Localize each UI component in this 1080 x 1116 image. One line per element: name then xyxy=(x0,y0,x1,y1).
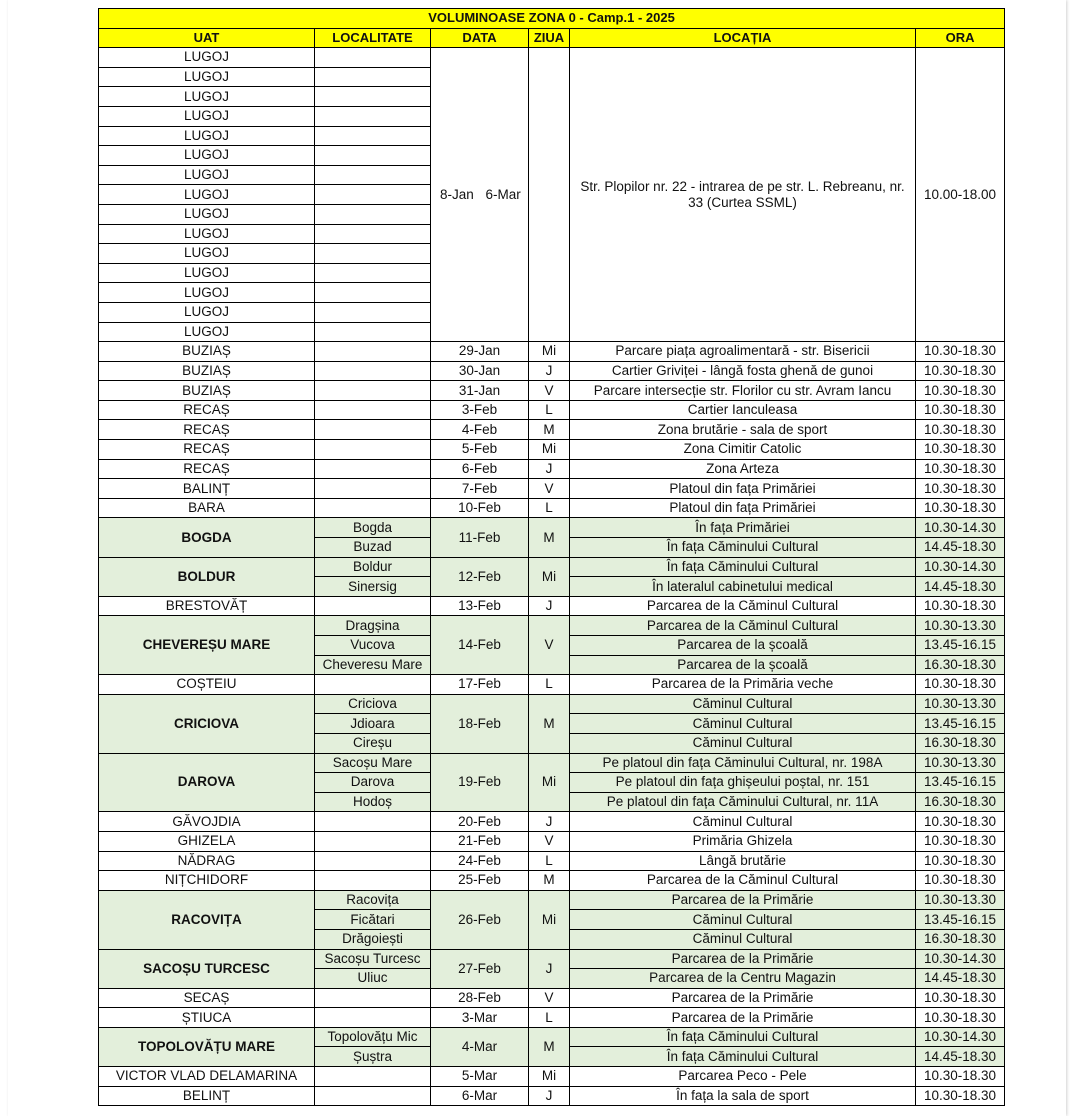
day-cell: Mi xyxy=(529,342,570,362)
location-cell: Parcare piața agroalimentară - str. Bisericii xyxy=(570,342,916,362)
uat-cell: BARA xyxy=(99,498,315,518)
locality-cell xyxy=(315,244,431,264)
hours-cell: 10.30-18.30 xyxy=(916,361,1005,381)
table-row xyxy=(99,342,1005,362)
day-cell xyxy=(529,48,570,342)
uat-cell: GHIZELA xyxy=(99,831,315,851)
hours-cell: 13.45-16.15 xyxy=(916,910,1005,930)
date-cell: 6-Mar xyxy=(431,1086,529,1106)
uat-cell: LUGOJ xyxy=(99,146,315,166)
locality-cell xyxy=(315,204,431,224)
locality-cell xyxy=(315,146,431,166)
day-cell: M xyxy=(529,518,570,557)
uat-cell: GĂVOJDIA xyxy=(99,812,315,832)
hours-cell: 10.00-18.00 xyxy=(916,48,1005,342)
locality-cell: Sinersig xyxy=(315,577,431,597)
hours-cell: 10.30-18.30 xyxy=(916,1067,1005,1087)
locality-cell xyxy=(315,126,431,146)
table-row xyxy=(99,1008,1005,1028)
hours-cell: 13.45-16.15 xyxy=(916,714,1005,734)
day-cell: L xyxy=(529,400,570,420)
hours-cell: 10.30-14.30 xyxy=(916,518,1005,538)
hours-cell: 10.30-18.30 xyxy=(916,1008,1005,1028)
locality-cell xyxy=(315,67,431,87)
hours-cell: 10.30-18.30 xyxy=(916,596,1005,616)
day-cell: J xyxy=(529,361,570,381)
locality-cell: Uliuc xyxy=(315,969,431,989)
locality-cell: Hodoș xyxy=(315,792,431,812)
locality-cell xyxy=(315,459,431,479)
location-cell: Parcarea de la școală xyxy=(570,655,916,675)
hours-cell: 10.30-18.30 xyxy=(916,831,1005,851)
location-cell: Parcarea de la Căminul Cultural xyxy=(570,596,916,616)
header-uat: UAT xyxy=(99,28,315,48)
locality-cell: Darova xyxy=(315,773,431,793)
uat-cell: LUGOJ xyxy=(99,126,315,146)
table-row xyxy=(99,498,1005,518)
table-row xyxy=(99,1086,1005,1106)
date-cell: 13-Feb xyxy=(431,596,529,616)
hours-cell: 16.30-18.30 xyxy=(916,733,1005,753)
date-cell: 30-Jan xyxy=(431,361,529,381)
uat-cell: LUGOJ xyxy=(99,283,315,303)
locality-cell: Cireșu xyxy=(315,733,431,753)
day-cell: M xyxy=(529,871,570,891)
hours-cell: 10.30-18.30 xyxy=(916,498,1005,518)
locality-cell: Sacoșu Mare xyxy=(315,753,431,773)
hours-cell: 13.45-16.15 xyxy=(916,636,1005,656)
hours-cell: 14.45-18.30 xyxy=(916,1047,1005,1067)
uat-cell: SACOȘU TURCESC xyxy=(99,949,315,988)
table-row xyxy=(99,596,1005,616)
location-cell: Parcare intersecție str. Florilor cu str. Avram Iancu xyxy=(570,381,916,401)
day-cell: L xyxy=(529,498,570,518)
location-cell: Pe platoul din fața ghișeului poștal, nr. 151 xyxy=(570,773,916,793)
uat-cell: LUGOJ xyxy=(99,224,315,244)
location-cell: Parcarea de la Căminul Cultural xyxy=(570,616,916,636)
uat-cell: BOLDUR xyxy=(99,557,315,596)
table-row xyxy=(99,459,1005,479)
hours-cell: 10.30-14.30 xyxy=(916,949,1005,969)
locality-cell xyxy=(315,812,431,832)
locality-cell xyxy=(315,302,431,322)
date-cell: 18-Feb xyxy=(431,694,529,753)
location-cell: Parcarea de la Primărie xyxy=(570,1008,916,1028)
locality-cell xyxy=(315,48,431,68)
location-cell: În fața la sala de sport xyxy=(570,1086,916,1106)
date-cell: 4-Mar xyxy=(431,1027,529,1066)
hours-cell: 10.30-18.30 xyxy=(916,851,1005,871)
uat-cell: BRESTOVĂȚ xyxy=(99,596,315,616)
hours-cell: 10.30-18.30 xyxy=(916,1086,1005,1106)
locality-cell xyxy=(315,596,431,616)
uat-cell: BUZIAȘ xyxy=(99,342,315,362)
locality-cell xyxy=(315,283,431,303)
table-row xyxy=(99,400,1005,420)
uat-cell: TOPOLOVĂȚU MARE xyxy=(99,1027,315,1066)
hours-cell: 10.30-18.30 xyxy=(916,988,1005,1008)
location-cell: Parcarea de la Primărie xyxy=(570,949,916,969)
table-row xyxy=(99,361,1005,381)
location-cell: Căminul Cultural xyxy=(570,910,916,930)
hours-cell: 10.30-13.30 xyxy=(916,616,1005,636)
locality-cell: Boldur xyxy=(315,557,431,577)
day-cell: V xyxy=(529,616,570,675)
uat-cell: BUZIAȘ xyxy=(99,361,315,381)
date-cell: 25-Feb xyxy=(431,871,529,891)
date-cell: 3-Feb xyxy=(431,400,529,420)
locality-cell: Ficătari xyxy=(315,910,431,930)
locality-cell xyxy=(315,400,431,420)
location-cell: În lateralul cabinetului medical xyxy=(570,577,916,597)
day-cell: Mi xyxy=(529,1067,570,1087)
uat-cell: LUGOJ xyxy=(99,106,315,126)
date-cell: 5-Feb xyxy=(431,440,529,460)
locality-cell: Șuștra xyxy=(315,1047,431,1067)
hours-cell: 10.30-18.30 xyxy=(916,440,1005,460)
uat-cell: BUZIAȘ xyxy=(99,381,315,401)
day-cell: J xyxy=(529,949,570,988)
location-cell: Căminul Cultural xyxy=(570,733,916,753)
hours-cell: 16.30-18.30 xyxy=(916,655,1005,675)
date-cell: 31-Jan xyxy=(431,381,529,401)
date-cell: 5-Mar xyxy=(431,1067,529,1087)
locality-cell xyxy=(315,106,431,126)
locality-cell: Jdioara xyxy=(315,714,431,734)
location-cell: În fața Primăriei xyxy=(570,518,916,538)
locality-cell xyxy=(315,185,431,205)
date-cell: 4-Feb xyxy=(431,420,529,440)
location-cell: Pe platoul din fața Căminului Cultural, nr. 198A xyxy=(570,753,916,773)
table-row xyxy=(99,890,1005,910)
day-cell: Mi xyxy=(529,753,570,812)
date-cell: 20-Feb xyxy=(431,812,529,832)
table-row xyxy=(99,1027,1005,1047)
uat-cell: NIȚCHIDORF xyxy=(99,871,315,891)
table-row xyxy=(99,440,1005,460)
uat-cell: DAROVA xyxy=(99,753,315,812)
hours-cell: 10.30-14.30 xyxy=(916,557,1005,577)
day-cell: J xyxy=(529,1086,570,1106)
uat-cell: RECAȘ xyxy=(99,440,315,460)
uat-cell: NĂDRAG xyxy=(99,851,315,871)
date-cell: 11-Feb xyxy=(431,518,529,557)
day-cell: V xyxy=(529,381,570,401)
locality-cell xyxy=(315,224,431,244)
date-cell: 27-Feb xyxy=(431,949,529,988)
uat-cell: LUGOJ xyxy=(99,185,315,205)
day-cell: Mi xyxy=(529,557,570,596)
uat-cell: CRICIOVA xyxy=(99,694,315,753)
locality-cell xyxy=(315,1086,431,1106)
uat-cell: LUGOJ xyxy=(99,87,315,107)
locality-cell xyxy=(315,871,431,891)
uat-cell: SECAȘ xyxy=(99,988,315,1008)
locality-cell xyxy=(315,165,431,185)
locality-cell: Criciova xyxy=(315,694,431,714)
table-row xyxy=(99,381,1005,401)
day-cell: M xyxy=(529,694,570,753)
date-cell: 28-Feb xyxy=(431,988,529,1008)
day-cell: L xyxy=(529,675,570,695)
header-row xyxy=(99,28,1005,48)
table-row xyxy=(99,1067,1005,1087)
location-cell: Platoul din fața Primăriei xyxy=(570,498,916,518)
locality-cell xyxy=(315,675,431,695)
date-cell: 26-Feb xyxy=(431,890,529,949)
locality-cell xyxy=(315,831,431,851)
location-cell: Căminul Cultural xyxy=(570,929,916,949)
location-cell: În fața Căminului Cultural xyxy=(570,1047,916,1067)
day-cell: V xyxy=(529,479,570,499)
hours-cell: 14.45-18.30 xyxy=(916,538,1005,558)
hours-cell: 10.30-13.30 xyxy=(916,694,1005,714)
table-row xyxy=(99,616,1005,636)
day-cell: J xyxy=(529,596,570,616)
table-row xyxy=(99,812,1005,832)
uat-cell: RECAȘ xyxy=(99,400,315,420)
locality-cell xyxy=(315,1067,431,1087)
day-cell: J xyxy=(529,459,570,479)
location-cell: Str. Plopilor nr. 22 - intrarea de pe str. L. Rebreanu, nr. 33 (Curtea SSML) xyxy=(570,48,916,342)
uat-cell: LUGOJ xyxy=(99,204,315,224)
locality-cell xyxy=(315,342,431,362)
location-cell: Pe platoul din fața Căminului Cultural, nr. 11A xyxy=(570,792,916,812)
locality-cell: Racovița xyxy=(315,890,431,910)
date-cell: 10-Feb xyxy=(431,498,529,518)
day-cell: M xyxy=(529,420,570,440)
uat-cell: LUGOJ xyxy=(99,244,315,264)
locality-cell xyxy=(315,263,431,283)
locality-cell: Dragșina xyxy=(315,616,431,636)
header-locatia: LOCAȚIA xyxy=(570,28,916,48)
uat-cell: BALINȚ xyxy=(99,479,315,499)
hours-cell: 10.30-18.30 xyxy=(916,479,1005,499)
hours-cell: 10.30-18.30 xyxy=(916,381,1005,401)
locality-cell xyxy=(315,420,431,440)
locality-cell: Topolovățu Mic xyxy=(315,1027,431,1047)
locality-cell xyxy=(315,851,431,871)
hours-cell: 10.30-18.30 xyxy=(916,812,1005,832)
day-cell: L xyxy=(529,1008,570,1028)
header-ora: ORA xyxy=(916,28,1005,48)
location-cell: Cartier Griviței - lângă fosta ghenă de gunoi xyxy=(570,361,916,381)
table-row xyxy=(99,557,1005,577)
header-data: DATA xyxy=(431,28,529,48)
location-cell: Platoul din fața Primăriei xyxy=(570,479,916,499)
location-cell: Căminul Cultural xyxy=(570,714,916,734)
locality-cell: Drăgoiești xyxy=(315,929,431,949)
date-end-cell: 6-Mar xyxy=(483,48,529,342)
locality-cell: Vucova xyxy=(315,636,431,656)
schedule-table xyxy=(98,8,1005,1106)
locality-cell xyxy=(315,322,431,342)
uat-cell: LUGOJ xyxy=(99,165,315,185)
hours-cell: 10.30-13.30 xyxy=(916,890,1005,910)
table-row xyxy=(99,48,1005,68)
date-start-cell: 8-Jan xyxy=(431,48,483,342)
date-cell: 14-Feb xyxy=(431,616,529,675)
location-cell: Căminul Cultural xyxy=(570,812,916,832)
uat-cell: LUGOJ xyxy=(99,322,315,342)
locality-cell xyxy=(315,87,431,107)
locality-cell: Buzad xyxy=(315,538,431,558)
hours-cell: 10.30-13.30 xyxy=(916,753,1005,773)
location-cell: Parcarea de la Căminul Cultural xyxy=(570,871,916,891)
table-row xyxy=(99,871,1005,891)
uat-cell: LUGOJ xyxy=(99,302,315,322)
location-cell: Zona Cimitir Catolic xyxy=(570,440,916,460)
location-cell: În fața Căminului Cultural xyxy=(570,1027,916,1047)
hours-cell: 13.45-16.15 xyxy=(916,773,1005,793)
date-cell: 19-Feb xyxy=(431,753,529,812)
header-ziua: ZIUA xyxy=(529,28,570,48)
location-cell: În fața Căminului Cultural xyxy=(570,557,916,577)
day-cell: Mi xyxy=(529,440,570,460)
locality-cell: Bogda xyxy=(315,518,431,538)
uat-cell: LUGOJ xyxy=(99,67,315,87)
uat-cell: LUGOJ xyxy=(99,263,315,283)
location-cell: Parcarea de la Primărie xyxy=(570,890,916,910)
date-cell: 3-Mar xyxy=(431,1008,529,1028)
day-cell: J xyxy=(529,812,570,832)
location-cell: În fața Căminului Cultural xyxy=(570,538,916,558)
location-cell: Zona brutărie - sala de sport xyxy=(570,420,916,440)
hours-cell: 10.30-14.30 xyxy=(916,1027,1005,1047)
day-cell: M xyxy=(529,1027,570,1066)
date-cell: 21-Feb xyxy=(431,831,529,851)
hours-cell: 10.30-18.30 xyxy=(916,400,1005,420)
hours-cell: 14.45-18.30 xyxy=(916,577,1005,597)
location-cell: Parcarea de la școală xyxy=(570,636,916,656)
uat-cell: VICTOR VLAD DELAMARINA xyxy=(99,1067,315,1087)
hours-cell: 10.30-18.30 xyxy=(916,871,1005,891)
uat-cell: COȘTEIU xyxy=(99,675,315,695)
table-row xyxy=(99,831,1005,851)
hours-cell: 16.30-18.30 xyxy=(916,929,1005,949)
day-cell: V xyxy=(529,831,570,851)
uat-cell: LUGOJ xyxy=(99,48,315,68)
location-cell: Parcarea de la Primărie xyxy=(570,988,916,1008)
locality-cell: Cheveresu Mare xyxy=(315,655,431,675)
table-row xyxy=(99,851,1005,871)
locality-cell: Sacoșu Turcesc xyxy=(315,949,431,969)
hours-cell: 10.30-18.30 xyxy=(916,420,1005,440)
date-cell: 6-Feb xyxy=(431,459,529,479)
table-row xyxy=(99,949,1005,969)
locality-cell xyxy=(315,479,431,499)
table-row xyxy=(99,479,1005,499)
location-cell: Primăria Ghizela xyxy=(570,831,916,851)
table-row xyxy=(99,518,1005,538)
date-cell: 17-Feb xyxy=(431,675,529,695)
header-localitate: LOCALITATE xyxy=(315,28,431,48)
day-cell: L xyxy=(529,851,570,871)
table-row xyxy=(99,988,1005,1008)
locality-cell xyxy=(315,1008,431,1028)
uat-cell: RECAȘ xyxy=(99,420,315,440)
location-cell: Zona Arteza xyxy=(570,459,916,479)
location-cell: Lângă brutărie xyxy=(570,851,916,871)
hours-cell: 10.30-18.30 xyxy=(916,675,1005,695)
location-cell: Parcarea Peco - Pele xyxy=(570,1067,916,1087)
date-cell: 24-Feb xyxy=(431,851,529,871)
table-row xyxy=(99,753,1005,773)
table-row xyxy=(99,675,1005,695)
uat-cell: RACOVIȚA xyxy=(99,890,315,949)
locality-cell xyxy=(315,988,431,1008)
table-row xyxy=(99,694,1005,714)
locality-cell xyxy=(315,361,431,381)
table-title: VOLUMINOASE ZONA 0 - Camp.1 - 2025 xyxy=(99,9,1005,29)
location-cell: Cartier Ianculeasa xyxy=(570,400,916,420)
location-cell: Parcarea de la Primăria veche xyxy=(570,675,916,695)
day-cell: Mi xyxy=(529,890,570,949)
date-cell: 12-Feb xyxy=(431,557,529,596)
uat-cell: CHEVEREȘU MARE xyxy=(99,616,315,675)
location-cell: Parcarea de la Centru Magazin xyxy=(570,969,916,989)
title-row xyxy=(99,9,1005,29)
hours-cell: 10.30-18.30 xyxy=(916,342,1005,362)
table-row xyxy=(99,420,1005,440)
date-cell: 29-Jan xyxy=(431,342,529,362)
date-cell: 7-Feb xyxy=(431,479,529,499)
uat-cell: ȘTIUCA xyxy=(99,1008,315,1028)
locality-cell xyxy=(315,381,431,401)
uat-cell: BELINȚ xyxy=(99,1086,315,1106)
uat-cell: BOGDA xyxy=(99,518,315,557)
hours-cell: 10.30-18.30 xyxy=(916,459,1005,479)
hours-cell: 14.45-18.30 xyxy=(916,969,1005,989)
locality-cell xyxy=(315,498,431,518)
hours-cell: 16.30-18.30 xyxy=(916,792,1005,812)
uat-cell: RECAȘ xyxy=(99,459,315,479)
day-cell: V xyxy=(529,988,570,1008)
location-cell: Căminul Cultural xyxy=(570,694,916,714)
locality-cell xyxy=(315,440,431,460)
